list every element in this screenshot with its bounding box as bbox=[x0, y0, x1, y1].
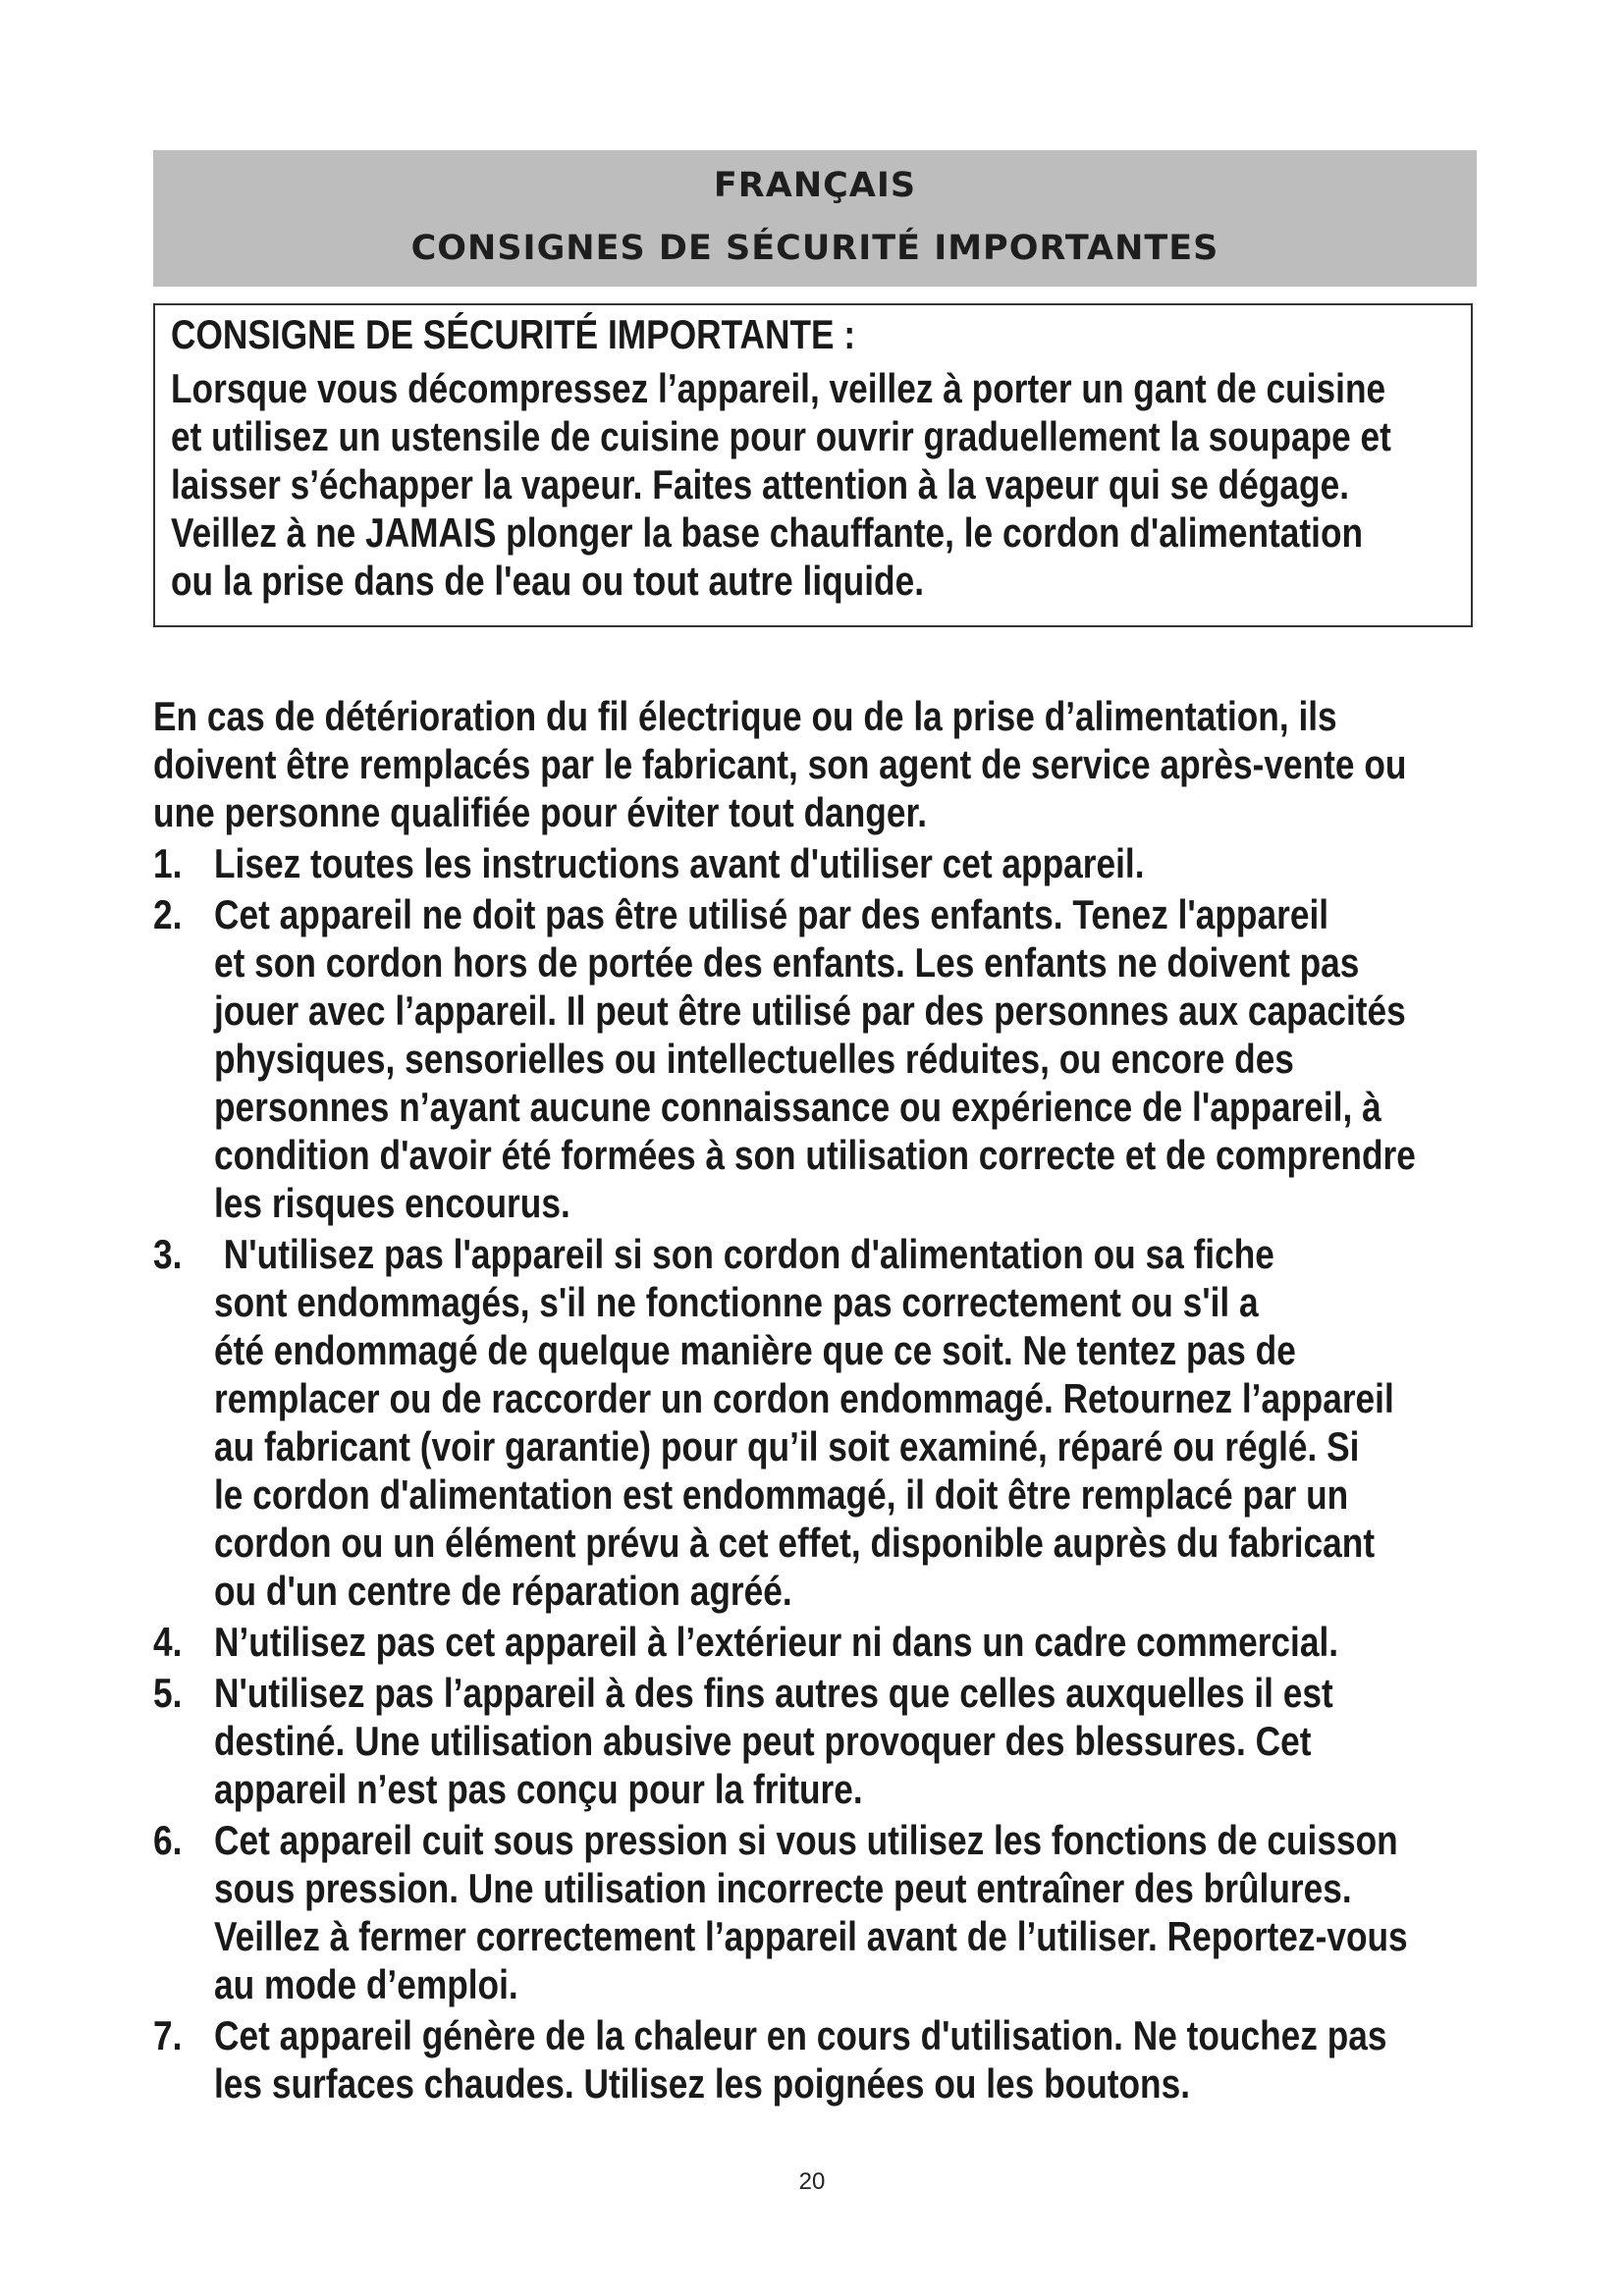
item-line: Cet appareil génère de la chaleur en cours d'utilisation. Ne touchez pas bbox=[214, 2012, 1387, 2058]
item-line: N'utilisez pas l’appareil à des fins autres que celles auxquelles il est bbox=[214, 1670, 1333, 1716]
warning-heading: CONSIGNE DE SÉCURITÉ IMPORTANTE : bbox=[171, 311, 856, 357]
item-number: 7. bbox=[153, 2012, 183, 2058]
warning-line: Lorsque vous décompressez l’appareil, veillez à porter un gant de cuisine bbox=[171, 365, 1386, 411]
intro-line: une personne qualifiée pour éviter tout danger. bbox=[153, 789, 928, 835]
item-text bbox=[214, 2011, 1387, 2108]
section-header bbox=[153, 150, 1477, 287]
list-item bbox=[153, 1230, 1528, 1615]
item-line: les risques encourus. bbox=[214, 1180, 570, 1226]
language-heading: FRANÇAIS bbox=[713, 166, 917, 205]
item-line: ou d'un centre de réparation agréé. bbox=[214, 1568, 792, 1614]
item-line: le cordon d'alimentation est endommagé, il doit être remplacé par un bbox=[214, 1471, 1349, 1518]
item-line: condition d'avoir été formées à son utilisation correcte et de comprendre bbox=[214, 1132, 1416, 1178]
item-line: sont endommagés, s'il ne fonctionne pas correctement ou s'il a bbox=[214, 1279, 1259, 1325]
item-line: et son cordon hors de portée des enfants. Les enfants ne doivent pas bbox=[214, 939, 1360, 986]
item-line: destiné. Une utilisation abusive peut provoquer des blessures. Cet bbox=[214, 1718, 1312, 1764]
warning-body bbox=[171, 364, 1391, 605]
warning-line: laisser s’échapper la vapeur. Faites attention à la vapeur qui se dégage. bbox=[171, 461, 1350, 507]
item-text bbox=[214, 1618, 1369, 1666]
item-line: Cet appareil cuit sous pression si vous utilisez les fonctions de cuisson bbox=[214, 1817, 1398, 1863]
item-line: physiques, sensorielles ou intellectuelles réduites, ou encore des bbox=[214, 1036, 1294, 1082]
item-line: au mode d’emploi. bbox=[214, 1961, 518, 2007]
item-text bbox=[214, 1816, 1408, 2008]
item-line: été endommagé de quelque manière que ce soit. Ne tentez pas de bbox=[214, 1327, 1296, 1373]
item-line: au fabricant (voir garantie) pour qu’il soit examiné, réparé ou réglé. Si bbox=[214, 1423, 1360, 1469]
warning-line: ou la prise dans de l'eau ou tout autre liquide. bbox=[171, 558, 925, 604]
item-line: jouer avec l’appareil. Il peut être utilisé par des personnes aux capacités bbox=[214, 988, 1406, 1034]
list-item bbox=[153, 2011, 1528, 2108]
item-text bbox=[214, 1230, 1394, 1615]
item-number: 4. bbox=[153, 1619, 183, 1665]
item-number: 5. bbox=[153, 1670, 183, 1716]
intro-line: En cas de détérioration du fil électrique ou de la prise d’alimentation, ils bbox=[153, 693, 1337, 739]
item-line: Cet appareil ne doit pas être utilisé par des enfants. Tenez l'appareil bbox=[214, 891, 1329, 937]
list-item bbox=[153, 1618, 1528, 1666]
intro-line: doivent être remplacés par le fabricant, son agent de service après-vente ou bbox=[153, 741, 1407, 787]
intro-paragraph bbox=[153, 692, 1406, 836]
list-item bbox=[153, 890, 1528, 1227]
item-line: Lisez toutes les instructions avant d'utiliser cet appareil. bbox=[214, 840, 1145, 886]
warning-line: Veillez à ne JAMAIS plonger la base chauffante, le cordon d'alimentation bbox=[171, 509, 1364, 556]
list-item bbox=[153, 1816, 1528, 2008]
item-number: 3. bbox=[153, 1231, 183, 1277]
warning-line: et utilisez un ustensile de cuisine pour ouvrir graduellement la soupape et bbox=[171, 413, 1391, 459]
item-line: N'utilisez pas l'appareil si son cordon d'alimentation ou sa fiche bbox=[214, 1231, 1274, 1277]
item-line: personnes n’ayant aucune connaissance ou expérience de l'appareil, à bbox=[214, 1084, 1381, 1130]
item-number: 6. bbox=[153, 1817, 183, 1863]
instruction-list bbox=[153, 839, 1528, 2108]
item-number: 2. bbox=[153, 891, 183, 937]
item-text bbox=[214, 890, 1416, 1227]
item-text bbox=[214, 1669, 1369, 1813]
item-line: appareil n’est pas conçu pour la friture. bbox=[214, 1766, 863, 1812]
safety-warning-box bbox=[153, 303, 1473, 627]
item-text bbox=[214, 839, 1369, 887]
item-line: cordon ou un élément prévu à cet effet, disponible auprès du fabricant bbox=[214, 1520, 1376, 1566]
item-line: les surfaces chaudes. Utilisez les poignées ou les boutons. bbox=[214, 2060, 1191, 2107]
list-item bbox=[153, 1669, 1528, 1813]
item-number: 1. bbox=[153, 840, 183, 886]
item-line: sous pression. Une utilisation incorrecte peut entraîner des brûlures. bbox=[214, 1865, 1352, 1911]
list-item bbox=[153, 839, 1528, 887]
page-title: CONSIGNES DE SÉCURITÉ IMPORTANTES bbox=[410, 229, 1219, 268]
item-line: N’utilisez pas cet appareil à l’extérieur ni dans un cadre commercial. bbox=[214, 1619, 1339, 1665]
page-number: 20 bbox=[798, 2168, 826, 2195]
item-line: Veillez à fermer correctement l’appareil avant de l’utiliser. Reportez-vous bbox=[214, 1913, 1408, 1959]
item-line: remplacer ou de raccorder un cordon endommagé. Retournez l’appareil bbox=[214, 1375, 1394, 1421]
